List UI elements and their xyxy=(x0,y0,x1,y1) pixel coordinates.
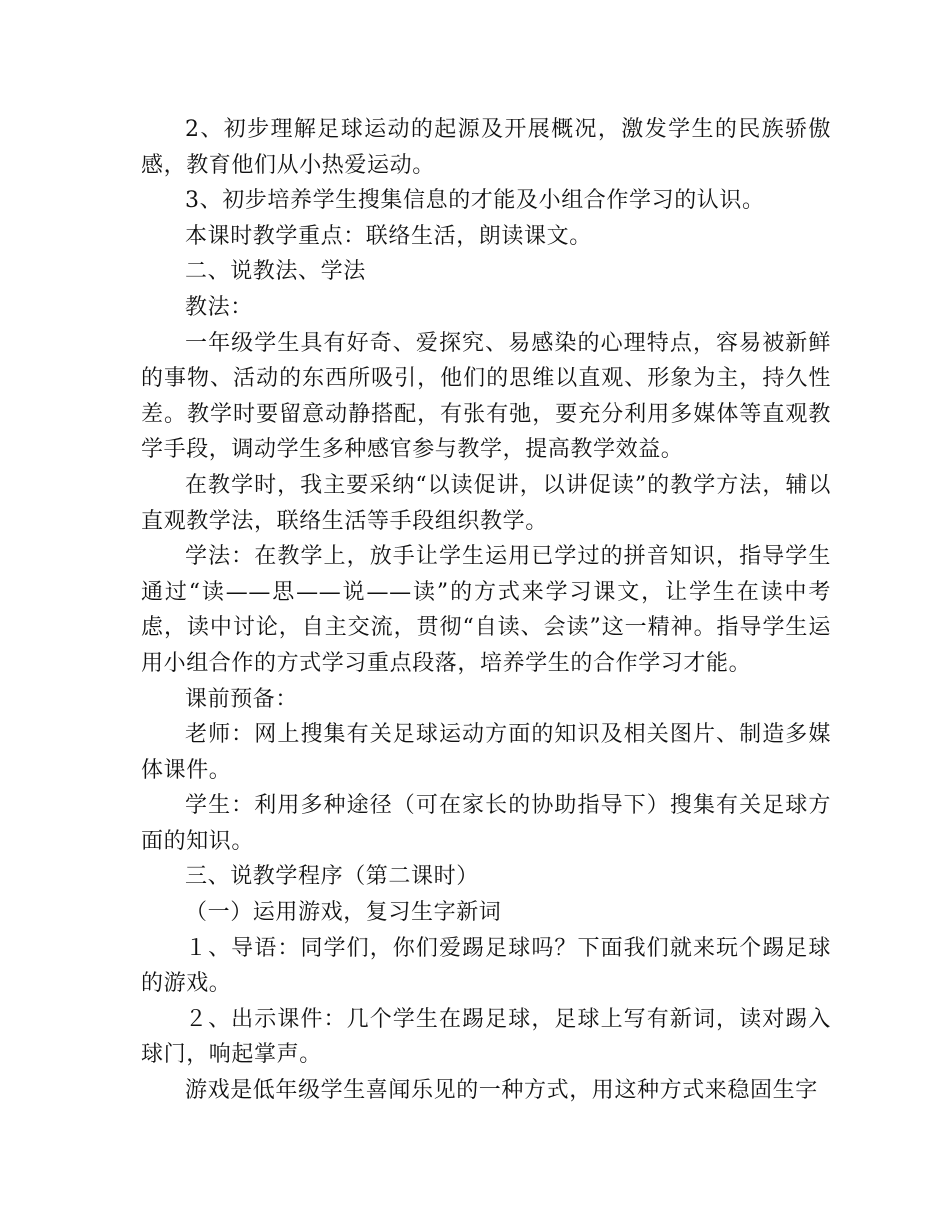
paragraph-game-rationale: 游戏是低年级学生喜闻乐见的一种方式，用这种方式来稳固生字 xyxy=(185,1078,818,1104)
subheading-preparation: 课前预备： xyxy=(185,686,299,712)
subheading-teaching-method: 教法： xyxy=(185,294,253,320)
paragraph-learning-method: 学法：在教学上，放手让学生运用已学过的拼音知识，指导学生通过“读——思——说——读”的方式来学习课文，让学生在读中考虑，读中讨论，自主交流，贯彻“自读、会读”这一精神。指导学生运用小组合作的方式学习重点段落，培养学生的合作学习才能。 xyxy=(141,544,831,676)
paragraph-step-1: １、导语：同学们，你们爱踢足球吗？下面我们就来玩个踢足球的游戏。 xyxy=(141,935,831,997)
paragraph-goal-2: 2、初步理解足球运动的起源及开展概况，激发学生的民族骄傲感，教育他们从小热爱运动。 xyxy=(141,117,831,178)
paragraph-teaching-approach: 在教学时，我主要采纳“以读促讲，以讲促读”的教学方法，辅以直观教学法，联络生活等手段组织教学。 xyxy=(141,472,831,534)
paragraph-student-traits: 一年级学生具有好奇、爱探究、易感染的心理特点，容易被新鲜的事物、活动的东西所吸引，他们的思维以直观、形象为主，持久性差。教学时要留意动静搭配，有张有弛，要充分利用多媒体等直观教学手段，调动学生多种感官参与教学，提高教学效益。 xyxy=(141,330,831,463)
section-heading-methods: 二、说教法、学法 xyxy=(185,259,366,285)
paragraph-teacher-prep: 老师：网上搜集有关足球运动方面的知识及相关图片、制造多媒体课件。 xyxy=(141,722,831,783)
section-heading-procedure: 三、说教学程序（第二课时） xyxy=(185,864,479,890)
document-body xyxy=(141,112,831,1109)
paragraph-step-2: ２、出示课件：几个学生在踢足球，足球上写有新词，读对踢入球门，响起掌声。 xyxy=(141,1006,831,1068)
paragraph-key-point: 本课时教学重点：联络生活，朗读课文。 xyxy=(185,223,592,249)
paragraph-student-prep: 学生：利用多种途径（可在家长的协助指导下）搜集有关足球方面的知识。 xyxy=(141,793,831,854)
subheading-game-review: （一）运用游戏，复习生字新词 xyxy=(185,900,502,926)
paragraph-goal-3: 3、初步培养学生搜集信息的才能及小组合作学习的认识。 xyxy=(185,188,765,214)
